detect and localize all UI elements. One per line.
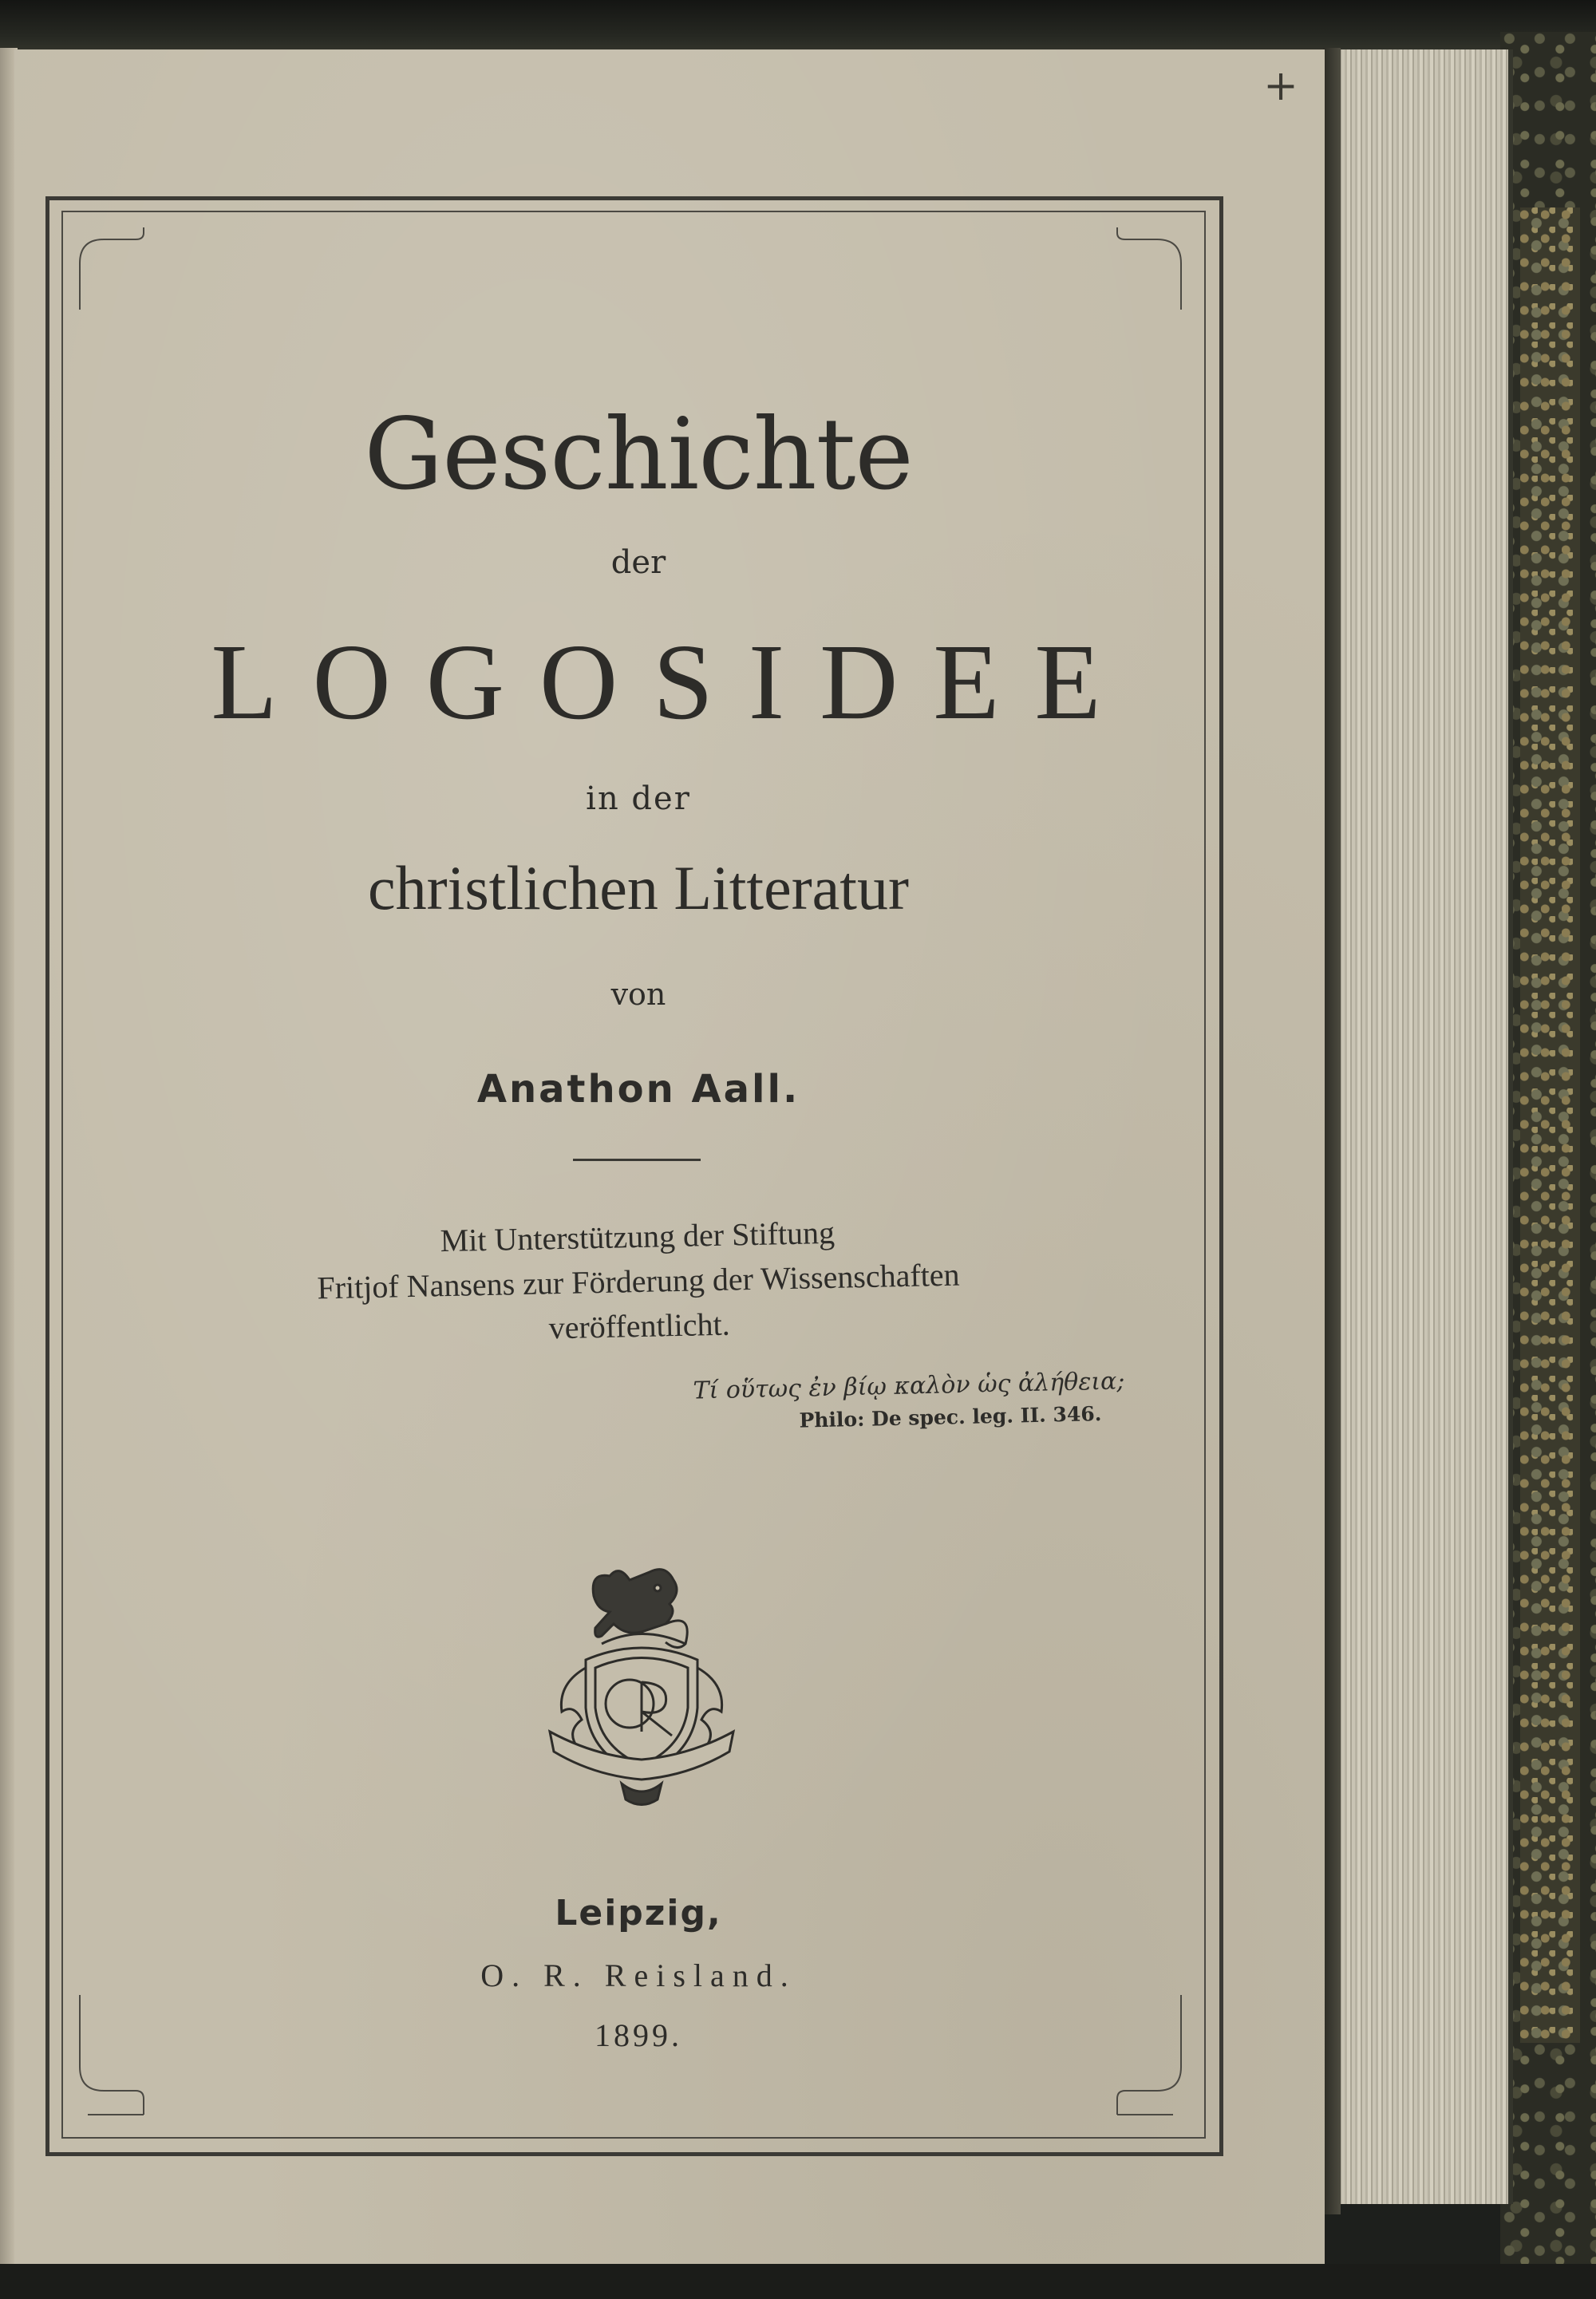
title-christlichen-litteratur: christlichen Litteratur <box>368 853 909 922</box>
support-note <box>78 1203 1198 1360</box>
epigraph-citation: Philo: De spec. leg. II. 346. <box>799 1402 1102 1432</box>
author-name: Anathon Aall. <box>476 1067 800 1112</box>
support-note-line: veröffentlicht. <box>548 1306 731 1346</box>
support-note-line: Mit Unterstützung der Stiftung <box>440 1214 836 1259</box>
byline-von: von <box>610 977 666 1012</box>
support-note-line: Fritjof Nansens zur Förderung der Wissenschaften <box>316 1256 960 1306</box>
lion-crest-emblem-icon <box>546 1548 737 1811</box>
imprint-year: 1899. <box>595 2017 682 2053</box>
title-geschichte: Geschichte <box>364 397 913 512</box>
imprint-city: Leipzig, <box>555 1893 722 1934</box>
title-der: der <box>610 544 666 581</box>
imprint-publisher: O. R. Reisland. <box>480 1957 796 1993</box>
title-in-der: in der <box>586 780 691 817</box>
epigraph-greek: Τί οὕτως ἐν βίῳ καλὸν ὡς ἀλήθεια; <box>693 1367 1125 1405</box>
title-logosidee: LOGOSIDEE <box>211 622 1136 742</box>
pencil-mark: + <box>1263 62 1298 110</box>
divider-rule <box>573 1159 701 1161</box>
